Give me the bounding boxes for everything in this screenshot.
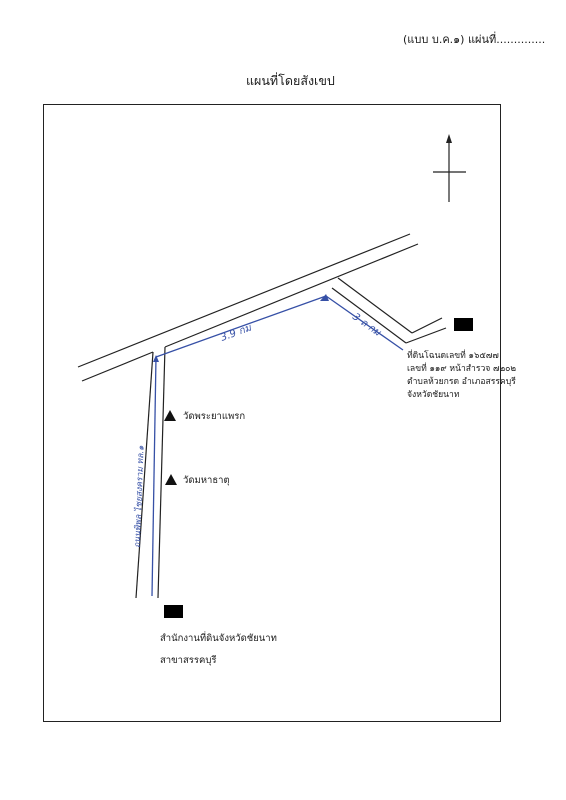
office-marker-icon xyxy=(164,605,183,618)
land-parcel-line: จังหวัดชัยนาท xyxy=(407,390,460,400)
page-title: แผนที่โดยสังเขป xyxy=(246,73,335,88)
main-road xyxy=(78,234,418,381)
temple-marker-icon xyxy=(165,474,177,485)
road-label: ถนนพิพล ไชยสงคราม ทล.๑ xyxy=(133,445,147,549)
north-arrow-icon xyxy=(433,134,466,202)
land-parcel-line: ตำบลห้วยกรด อำเภอสรรคบุรี xyxy=(407,377,516,387)
office-description xyxy=(160,628,277,672)
form-code: (แบบ บ.ค.๑) แผ่นที่.............. xyxy=(403,33,546,46)
side-road xyxy=(332,278,446,343)
route-label-1: 3.9 กม xyxy=(219,322,253,344)
land-parcel-line: ที่ดินโฉนดเลขที่ ๑๖๕๗๗ xyxy=(407,351,499,361)
land-parcel-description xyxy=(407,350,516,402)
landmark-label: วัดพระยาแพรก xyxy=(183,411,246,422)
land-parcel-line: เลขที่ ๑๑๙ หน้าสำรวจ ๗๒๐๒ xyxy=(407,364,517,374)
landmark-label: วัดมหาธาตุ xyxy=(183,475,230,486)
office-line: สำนักงานที่ดินจังหวัดชัยนาท xyxy=(160,633,277,644)
land-parcel-marker-icon xyxy=(454,318,473,331)
office-line: สาขาสรรคบุรี xyxy=(160,655,217,666)
route-label-2: 3 ล กม xyxy=(350,311,383,339)
route-line xyxy=(152,296,403,596)
temple-marker-icon xyxy=(164,410,176,421)
